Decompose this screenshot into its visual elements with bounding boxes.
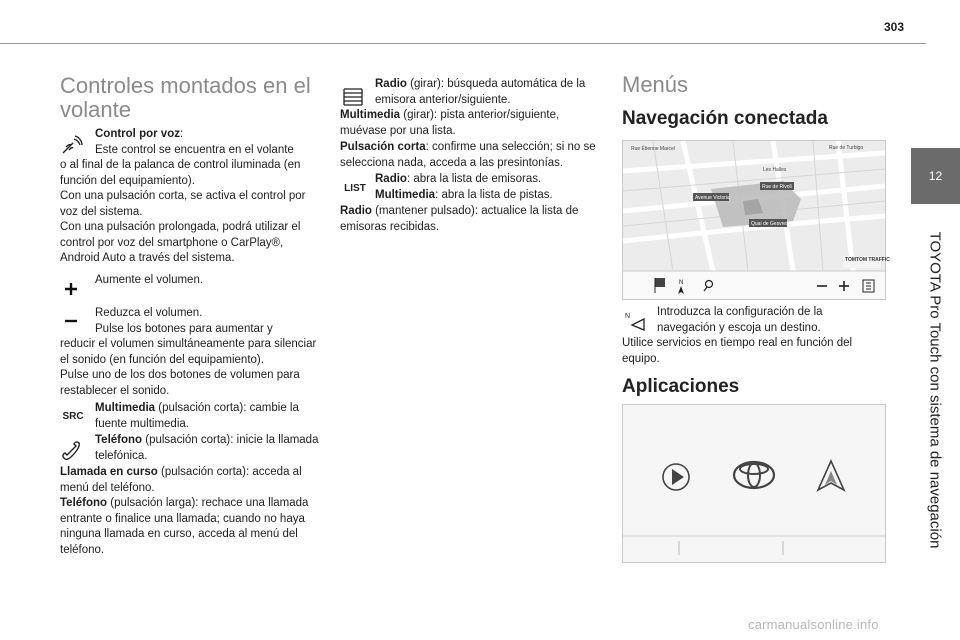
chapter-title: TOYOTA Pro Touch con sistema de navegación [926, 231, 944, 549]
phone-text: Teléfono (pulsación corta): inicie la llamada telefónica. [95, 434, 319, 462]
svg-text:N: N [679, 280, 684, 286]
map-label: Rue de Turbigo [829, 145, 864, 151]
android-auto-icon[interactable] [818, 461, 844, 490]
map-label: Avenue Victoria [695, 195, 730, 201]
list-text: Radio: abra la lista de emisoras. Multimedia: abra la lista de pistas. [375, 173, 553, 201]
applications-screen[interactable] [622, 404, 886, 563]
volume-down-body: reducir el volumen simultáneamente para silenciar el sonido (en función del equipamiento). Pulse uno de los dos botones de volumen para restablecer el sonido. [60, 338, 317, 397]
radio-hold-text: Radio (mantener pulsado): actualice la lista de emisoras recibidas. [340, 205, 579, 233]
map-label: Quai de Gesvres [751, 221, 789, 227]
nav-text-intro: Introduzca la configuración de la navegación y escoja un destino. [657, 306, 823, 334]
map-label: Rue Étienne Marcel [631, 146, 675, 152]
nav-text-body: Utilice servicios en tiempo real en función del equipo. [622, 337, 853, 365]
multimedia-rotate-text: Multimedia (girar): pista anterior/siguiente, muévase por una lista. [340, 109, 560, 137]
map-label: TOMTOM TRAFFIC [845, 257, 890, 263]
phone-long-text: Teléfono (pulsación larga): rechace una llamada entrante o finalice una llamada; cuando no haya ninguna llamada en curso, acceda al menú del teléfono. [60, 497, 309, 556]
section-heading-controls: Controles montados en el volante [60, 73, 311, 122]
map-label: Rue de Rivoli [762, 184, 792, 190]
map-illustration [623, 141, 890, 299]
page-number: 303 [884, 20, 905, 34]
menus-heading: Menús [622, 72, 689, 97]
navigation-map-screen[interactable] [622, 140, 890, 300]
src-icon: SRC [62, 411, 84, 423]
map-label: Les Halles [763, 167, 787, 173]
short-press-text: Pulsación corta: confirme una selección; si no se selecciona nada, acceda a las presintonías. [340, 141, 596, 169]
footer-watermark: carmanualsonline.info [748, 617, 879, 632]
src-text: Multimedia (pulsación corta): cambie la fuente multimedia. [95, 402, 299, 430]
apps-heading: Aplicaciones [622, 376, 740, 397]
play-app-icon[interactable] [663, 464, 689, 490]
voice-control-intro: Control por voz: Este control se encuentra en el volante [95, 128, 294, 156]
voice-control-line1: Este control se encuentra en el volante [95, 143, 294, 156]
volume-down-intro: Reduzca el volumen. Pulse los botones para aumentar y [95, 307, 273, 335]
chapter-tab[interactable]: 12 [911, 148, 960, 204]
list-icon: LIST [344, 183, 366, 195]
navigation-icon [620, 307, 650, 335]
radio-rotate-text: Radio (girar): búsqueda automática de la emisora anterior/siguiente. [375, 78, 586, 106]
svg-text:N: N [625, 313, 631, 320]
toyota-logo-icon[interactable] [734, 462, 774, 488]
nav-heading: Navegación conectada [622, 108, 828, 129]
voice-control-body: o al final de la palanca de control iluminada (en función del equipamiento). Con una pulsación corta, se activa el control por voz del sistema. Con una pulsación prolongada, podrá utilizar el control por voz del smartphone o CarPlay®, Android Auto a través del sistema. [60, 159, 306, 264]
volume-up-text: Aumente el volumen. [95, 274, 204, 286]
top-rule [0, 43, 926, 44]
voice-control-title: Control por voz [95, 128, 180, 140]
call-text: Llamada en curso (pulsación corta): acceda al menú del teléfono. [60, 466, 302, 494]
